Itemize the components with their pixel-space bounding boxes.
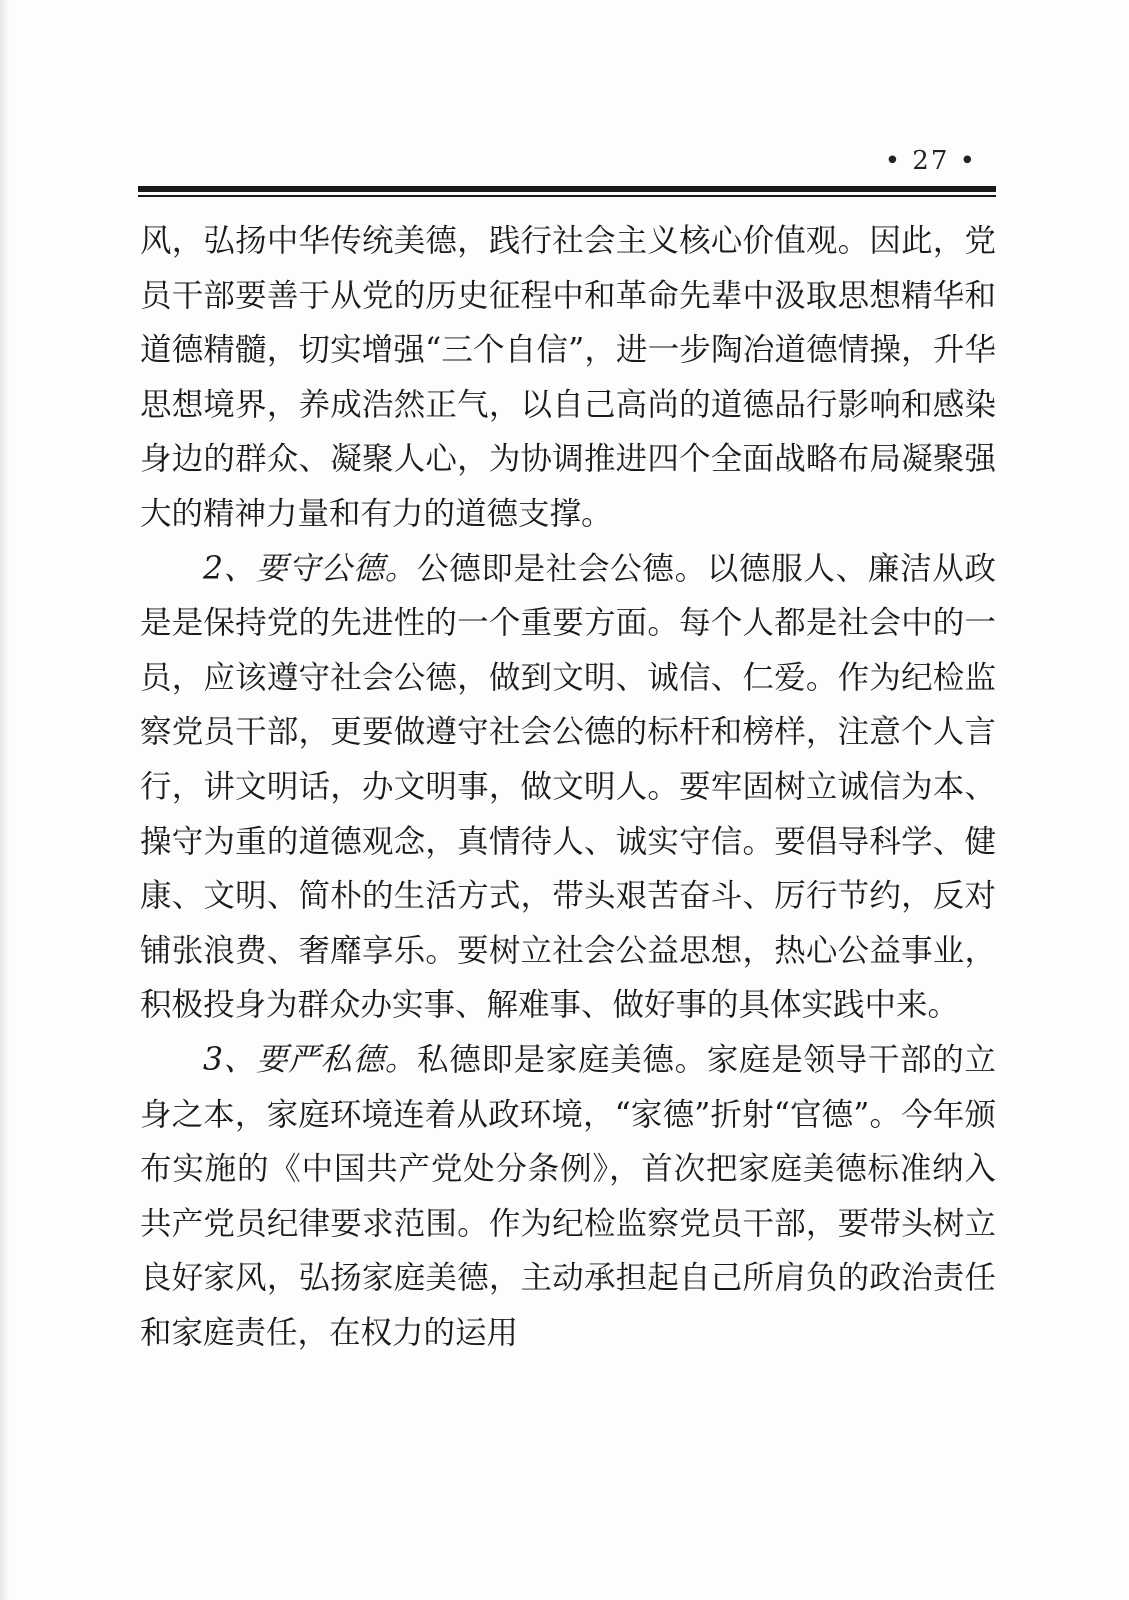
header-rule-thin [138,195,996,197]
body-text [140,214,996,1360]
header-rule-thick [138,186,996,192]
paragraph-2-text: 公德即是社会公德。以德服人、廉洁从政是是保持党的先进性的一个重要方面。每个人都是社会中的一员，应该遵守社会公德，做到文明、诚信、仁爱。作为纪检监察党员干部，更要做遵守社会公德的标杆和榜样，注意个人言行，讲文明话，办文明事，做文明人。要牢固树立诚信为本、操守为重的道德观念，真情待人、诚实守信。要倡导科学、健康、文明、简朴的生活方式，带头艰苦奋斗、厉行节约，反对铺张浪费、奢靡享乐。要树立社会公益思想，热心公益事业，积极投身为群众办实事、解难事、做好事的具体实践中来。 [140,550,996,1024]
paragraph-2 [140,542,996,1033]
paragraph-3-text: 私德即是家庭美德。家庭是领导干部的立身之本，家庭环境连着从政环境，“家德”折射“官德”。今年颁布实施的《中国共产党处分条例》，首次把家庭美德标准纳入共产党员纪律要求范围。作为纪检监察党员干部，要带头树立良好家风，弘扬家庭美德，主动承担起自己所肩负的政治责任和家庭责任，在权力的运用 [140,1041,996,1351]
paragraph-1: 风，弘扬中华传统美德，践行社会主义核心价值观。因此，党员干部要善于从党的历史征程中和革命先辈中汲取思想精华和道德精髓，切实增强“三个自信”，进一步陶冶道德情操，升华思想境界，养成浩然正气，以自己高尚的道德品行影响和感染身边的群众、凝聚人心，为协调推进四个全面战略布局凝聚强大的精神力量和有力的道德支撑。 [140,223,996,532]
paragraph-3-lead: 3、要严私德。 [203,1041,417,1078]
paragraph-3 [140,1033,996,1361]
scan-edge [0,0,10,1600]
page-number: • 27 • [884,146,977,176]
paragraph-2-lead: 2、要守公德。 [203,550,417,587]
